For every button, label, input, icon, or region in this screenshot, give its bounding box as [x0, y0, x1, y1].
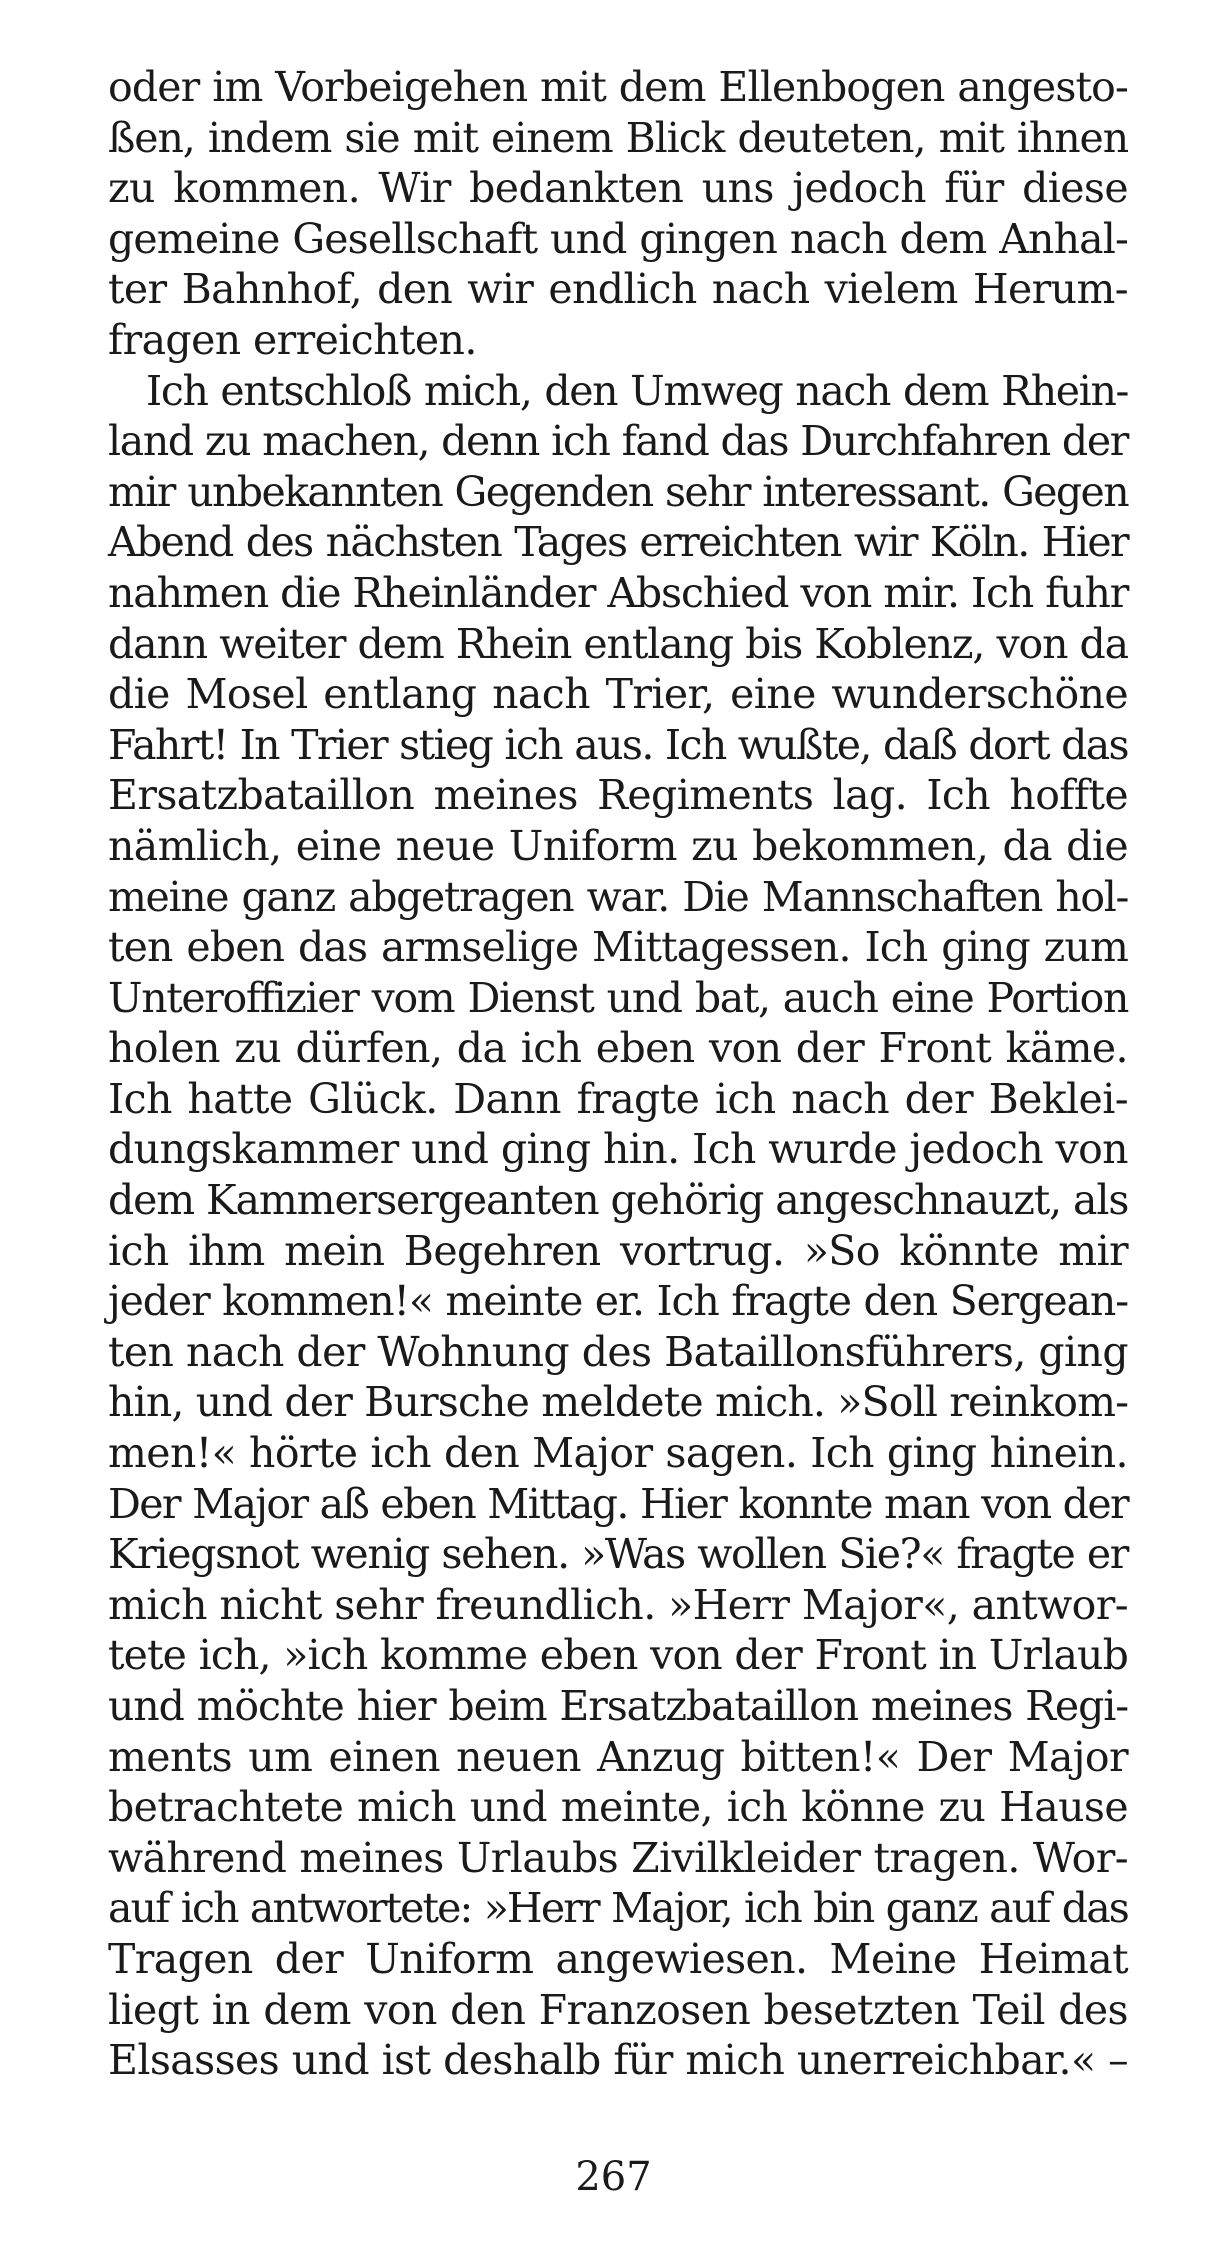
text-line: mir unbekannten Gegenden sehr interessant. Gegen: [108, 467, 1128, 516]
text-line: die Mosel entlang nach Trier, eine wunderschöne: [108, 670, 1128, 719]
text-line: holen zu dürfen, da ich eben von der Front käme.: [108, 1024, 1128, 1073]
text-line: ten eben das armselige Mittagessen. Ich ging zum: [108, 923, 1128, 972]
text-line: Fahrt! In Trier stieg ich aus. Ich wußte, daß dort das: [108, 720, 1128, 769]
text-line: oder im Vorbeigehen mit dem Ellenbogen angesto-: [108, 63, 1128, 111]
text-line: Der Major aß eben Mittag. Hier konnte man von der: [108, 1479, 1128, 1528]
text-line: betrachtete mich und meinte, ich könne zu Hause: [108, 1783, 1128, 1832]
body-text: [108, 62, 1128, 2086]
text-line: auf ich antwortete: »Herr Major, ich bin ganz auf das: [108, 1884, 1128, 1933]
text-line: meine ganz abgetragen war. Die Mannschaften hol-: [108, 872, 1128, 921]
text-line: hin, und der Bursche meldete mich. »Soll reinkom-: [108, 1378, 1129, 1427]
page-number: 267: [575, 2154, 652, 2200]
text-line: Ersatzbataillon meines Regiments lag. Ich hoffte: [108, 771, 1128, 820]
text-line: Kriegsnot wenig sehen. »Was wollen Sie?« fragte er: [108, 1530, 1128, 1579]
text-line: nämlich, eine neue Uniform zu bekommen, da die: [108, 821, 1128, 870]
text-line: während meines Urlaubs Zivilkleider tragen. Wor-: [108, 1833, 1128, 1882]
text-line: Abend des nächsten Tages erreichten wir Köln. Hier: [108, 518, 1128, 567]
text-line: liegt in dem von den Franzosen besetzten Teil des: [108, 1985, 1128, 2034]
text-line: men!« hörte ich den Major sagen. Ich ging hinein.: [108, 1429, 1128, 1478]
text-line: dann weiter dem Rhein entlang bis Koblenz, von da: [108, 619, 1128, 668]
text-line: fragen erreichten.: [108, 315, 477, 364]
text-line: mich nicht sehr freundlich. »Herr Major«, antwor-: [108, 1580, 1128, 1629]
text-line: ten nach der Wohnung des Bataillonsführers, ging: [108, 1327, 1128, 1376]
text-line: Tragen der Uniform angewiesen. Meine Heimat: [108, 1934, 1128, 1983]
text-line: jeder kommen!« meinte er. Ich fragte den Sergean-: [108, 1277, 1128, 1326]
text-line: Unteroffizier vom Dienst und bat, auch eine Portion: [108, 973, 1128, 1022]
text-line: ßen, indem sie mit einem Blick deuteten, mit ihnen: [108, 113, 1128, 162]
text-line: Elsasses und ist deshalb für mich unerreichbar.« –: [108, 2036, 1128, 2085]
text-line: Ich entschloß mich, den Umweg nach dem Rhein-: [146, 366, 1128, 415]
text-line: ter Bahnhof, den wir endlich nach vielem Herum-: [108, 265, 1128, 314]
text-line: ich ihm mein Begehren vortrug. »So könnte mir: [108, 1226, 1128, 1275]
text-line: gemeine Gesellschaft und gingen nach dem Anhal-: [108, 214, 1128, 263]
text-line: zu kommen. Wir bedankten uns jedoch für diese: [108, 164, 1128, 213]
paragraph: [108, 62, 1128, 366]
text-line: tete ich, »ich komme eben von der Front in Urlaub: [108, 1631, 1128, 1680]
text-line: nahmen die Rheinländer Abschied von mir. Ich fuhr: [108, 568, 1129, 617]
text-line: dungskammer und ging hin. Ich wurde jedoch von: [108, 1125, 1128, 1174]
text-line: Ich hatte Glück. Dann fragte ich nach der Beklei-: [108, 1074, 1128, 1123]
text-line: dem Kammersergeanten gehörig angeschnauzt, als: [108, 1176, 1129, 1225]
text-line: und möchte hier beim Ersatzbataillon meines Regi-: [108, 1682, 1128, 1730]
text-line: land zu machen, denn ich fand das Durchfahren der: [108, 417, 1128, 466]
text-line: ments um einen neuen Anzug bitten!« Der Major: [108, 1732, 1128, 1781]
paragraph: [108, 366, 1128, 2086]
